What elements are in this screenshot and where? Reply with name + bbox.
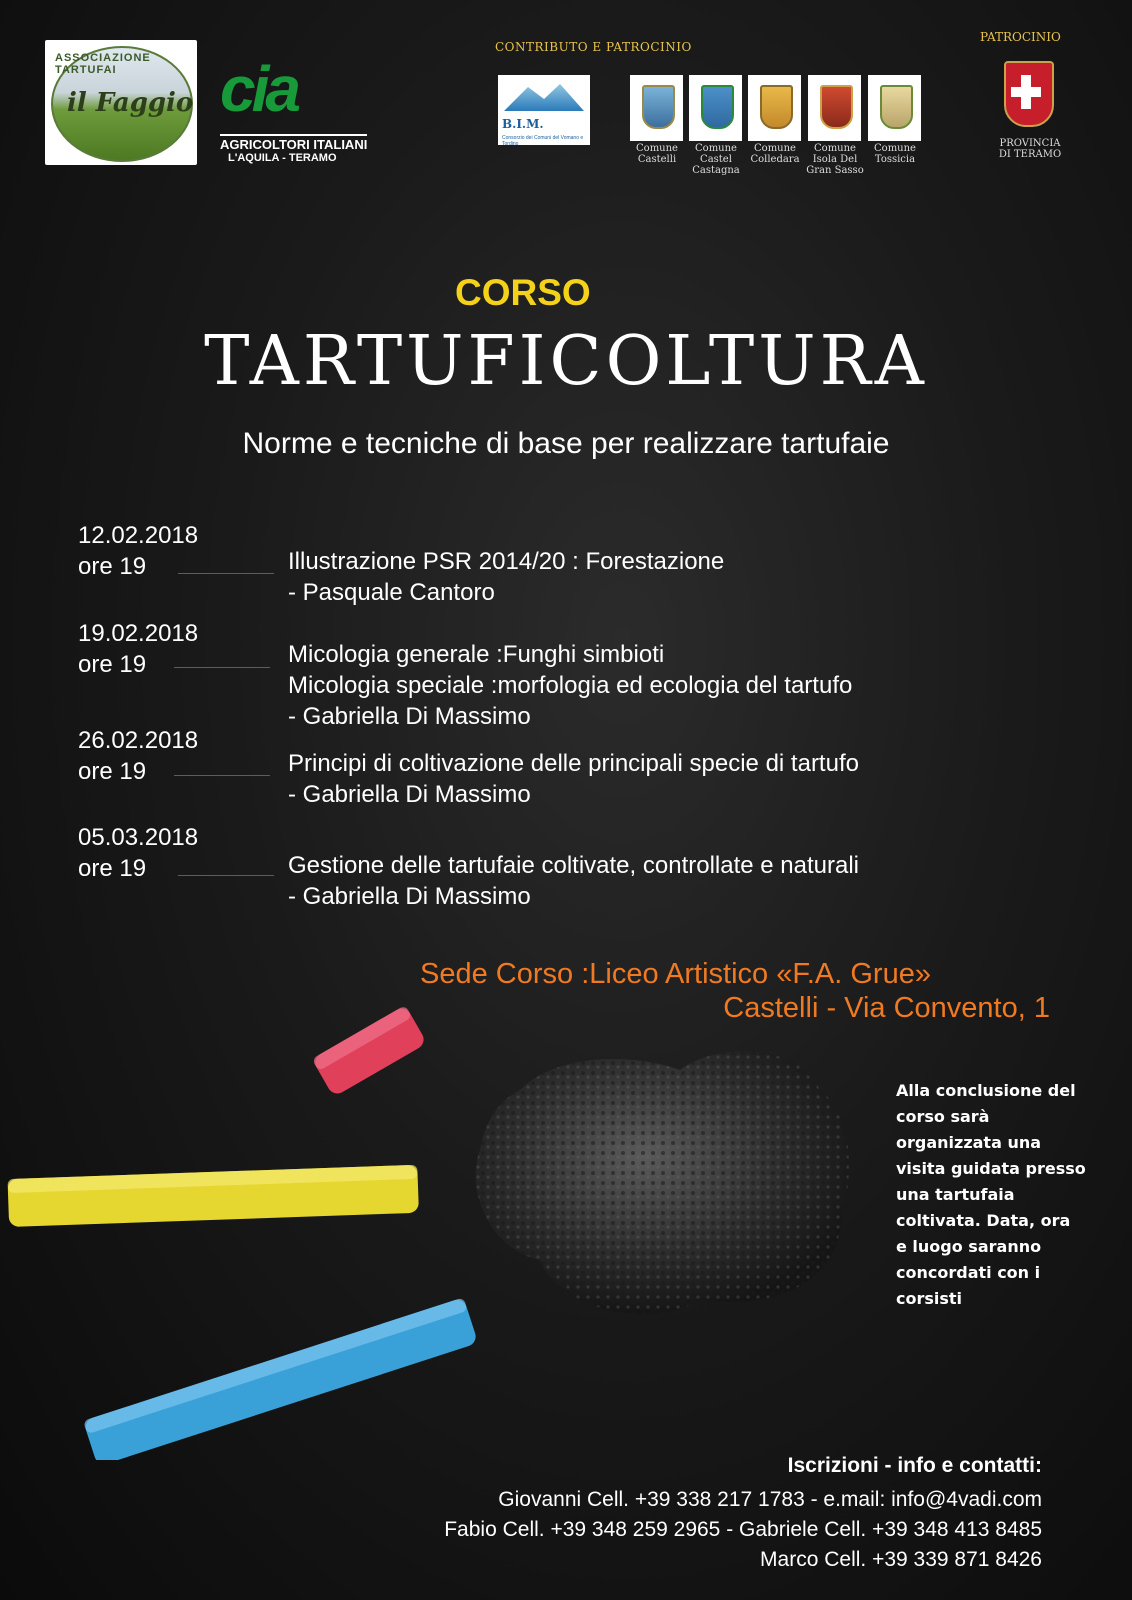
lesson-topic: Gestione delle tartufaie coltivate, controllate e naturali - Gabriella Di Massimo <box>288 852 859 910</box>
contact-line: Fabio Cell. +39 348 259 2965 - Gabriele Cell. +39 348 413 8485 <box>444 1518 1042 1541</box>
divider <box>174 775 270 776</box>
bim-text: B.I.M. <box>502 117 544 131</box>
lesson-date: 12.02.2018 ore 19 <box>78 522 199 580</box>
crest-icon <box>820 85 853 129</box>
lesson-date: 05.03.2018 ore 19 <box>78 824 199 882</box>
bim-logo <box>498 75 590 145</box>
lesson-date: 26.02.2018 ore 19 <box>78 727 199 785</box>
cia-logo <box>218 42 378 162</box>
crest-icon <box>642 85 675 129</box>
provincia-crest <box>996 55 1058 135</box>
crest-icon <box>701 85 734 129</box>
provincia-label: PROVINCIA DI TERAMO <box>998 138 1062 160</box>
venue-address: Castelli - Via Convento, 1 <box>723 992 1050 1024</box>
page-title: TARTUFICOLTURA <box>204 322 928 401</box>
cia-region: L'AQUILA - TERAMO <box>228 152 337 164</box>
crest-icon <box>760 85 793 129</box>
comune-label: Comune Castel Castagna <box>692 143 740 176</box>
venue-name: Sede Corso :Liceo Artistico «F.A. Grue» <box>420 958 931 990</box>
yellow-chalk <box>7 1165 418 1227</box>
lesson-topic: Principi di coltivazione delle principali specie di tartufo - Gabriella Di Massimo <box>288 750 859 808</box>
comune-label: Comune Tossicia <box>874 143 916 165</box>
faggio-arc-text: ASSOCIAZIONE TARTUFAI <box>55 52 151 76</box>
comune-castelli-crest <box>630 75 683 141</box>
comune-label: Comune Isola Del Gran Sasso <box>806 143 864 176</box>
comune-isola-crest <box>808 75 861 141</box>
patrocinio-label: PATROCINIO <box>980 30 1061 44</box>
cia-name: AGRICOLTORI ITALIANI <box>220 134 367 152</box>
contributo-label: CONTRIBUTO E PATROCINIO <box>495 40 692 54</box>
pink-chalk <box>312 1005 428 1097</box>
closing-note: Alla conclusione del corso sarà organizzata una visita guidata presso una tartufaia coltivata. Data, ora e luogo saranno concordati con i corsisti <box>896 1081 1086 1308</box>
divider <box>174 667 270 668</box>
lesson-date: 19.02.2018 ore 19 <box>78 620 199 678</box>
chalk-and-truffle-illustration <box>0 960 900 1460</box>
comune-castel-castagna-crest <box>689 75 742 141</box>
divider <box>178 573 274 574</box>
comune-colledara-crest <box>748 75 801 141</box>
contact-line: Marco Cell. +39 339 871 8426 <box>760 1548 1042 1571</box>
divider <box>178 875 274 876</box>
comune-label: Comune Colledara <box>750 143 800 165</box>
lesson-topic: Micologia generale :Funghi simbioti Micologia speciale :morfologia ed ecologia del tartufo - Gabriella Di Massimo <box>288 641 853 730</box>
crest-icon <box>880 85 913 129</box>
blue-chalk <box>83 1297 478 1460</box>
comune-label: Comune Castelli <box>636 143 678 165</box>
mountain-icon <box>504 81 584 111</box>
contact-line: Giovanni Cell. +39 338 217 1783 - e.mail: info@4vadi.com <box>498 1488 1042 1511</box>
cia-mark: cia <box>220 53 297 125</box>
faggio-logo <box>45 40 197 165</box>
comune-tossicia-crest <box>868 75 921 141</box>
bim-subtext: Consorzio dei Comuni del Vomano e Tordino <box>502 135 584 147</box>
course-label: CORSO <box>455 272 591 313</box>
lesson-topic: Illustrazione PSR 2014/20 : Forestazione - Pasquale Cantoro <box>288 548 725 606</box>
contacts-heading: Iscrizioni - info e contatti: <box>787 1454 1042 1477</box>
page-subtitle: Norme e tecniche di base per realizzare tartufaie <box>242 427 890 460</box>
truffle <box>476 1051 849 1314</box>
faggio-name: il Faggio <box>67 88 194 118</box>
